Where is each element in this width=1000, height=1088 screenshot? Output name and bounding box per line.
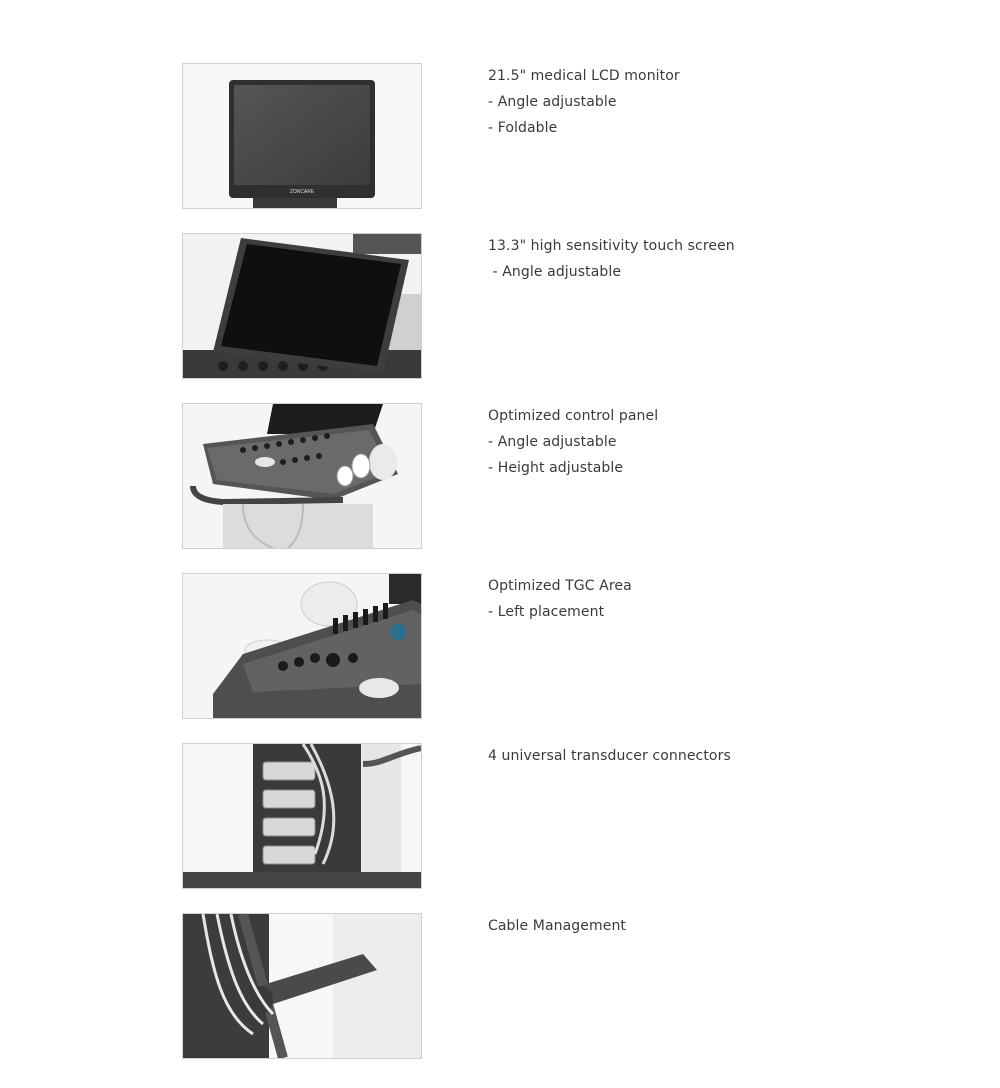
tgc-area-point-1: - Left placement (488, 604, 605, 620)
lcd-monitor-image (182, 63, 422, 209)
touch-screen-point-1: - Angle adjustable (488, 264, 622, 280)
touch-screen-description (488, 233, 808, 285)
brand-mark: ZONCARE (289, 189, 315, 195)
cable-management-title: Cable Management (488, 918, 627, 934)
control-panel-title: Optimized control panel (488, 408, 659, 424)
touch-screen-illustration (183, 234, 421, 378)
lcd-monitor-illustration (183, 64, 421, 208)
control-panel-illustration (183, 404, 421, 548)
touch-screen-title: 13.3" high sensitivity touch screen (488, 238, 735, 254)
lcd-monitor-point-1: - Angle adjustable (488, 94, 617, 110)
feature-transducer-connectors (182, 743, 742, 889)
lcd-monitor-title: 21.5" medical LCD monitor (488, 68, 680, 84)
cable-management-illustration (183, 914, 421, 1058)
tgc-area-description (488, 573, 808, 625)
transducer-connectors-image (182, 743, 422, 889)
lcd-monitor-description (488, 63, 808, 141)
tgc-area-illustration (183, 574, 421, 718)
control-panel-point-1: - Angle adjustable (488, 434, 617, 450)
tgc-area-image (182, 573, 422, 719)
feature-control-panel (182, 403, 742, 549)
lcd-monitor-point-2: - Foldable (488, 120, 558, 136)
control-panel-description (488, 403, 808, 481)
tgc-area-title: Optimized TGC Area (488, 578, 632, 594)
feature-touch-screen (182, 233, 742, 379)
control-panel-point-2: - Height adjustable (488, 460, 624, 476)
transducer-connectors-description (488, 743, 808, 769)
transducer-connectors-illustration (183, 744, 421, 888)
feature-cable-management (182, 913, 742, 1059)
control-panel-image (182, 403, 422, 549)
touch-screen-image (182, 233, 422, 379)
cable-management-image (182, 913, 422, 1059)
cable-management-description (488, 913, 808, 939)
feature-tgc-area (182, 573, 742, 719)
feature-lcd-monitor (182, 63, 742, 209)
transducer-connectors-title: 4 universal transducer connectors (488, 748, 731, 764)
